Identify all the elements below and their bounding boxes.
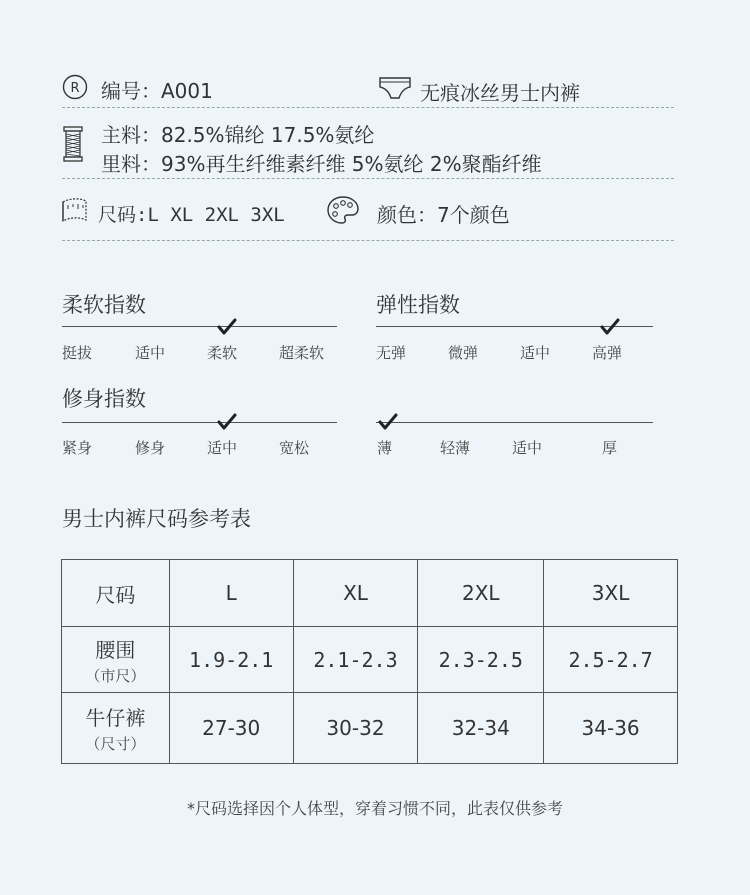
main-fabric: 主料：82.5%锦纶 17.5%氨纶 bbox=[101, 123, 375, 147]
sizes-info: 尺码:L XL 2XL 3XL bbox=[98, 204, 285, 226]
table-cell: 2.5-2.7 bbox=[544, 627, 678, 693]
row-label-cell bbox=[62, 627, 170, 693]
row-unit: （市尺） bbox=[85, 666, 146, 685]
table-cell: 34-36 bbox=[544, 693, 678, 764]
scale-title: 弹性指数 bbox=[376, 293, 460, 317]
size-table-title: 男士内裤尺码参考表 bbox=[62, 507, 251, 531]
table-cell: 32-34 bbox=[418, 693, 544, 764]
palette-icon bbox=[327, 195, 359, 229]
scale-label: 适中 bbox=[520, 344, 551, 362]
thread-spool-icon bbox=[63, 126, 83, 166]
table-header-cell: 尺码 bbox=[62, 560, 170, 627]
checkmark-icon bbox=[378, 413, 398, 435]
table-cell: 2.3-2.5 bbox=[418, 627, 544, 693]
scale-title: 柔软指数 bbox=[62, 293, 146, 317]
scale-label: 适中 bbox=[207, 439, 238, 457]
table-header-cell: 2XL bbox=[418, 560, 544, 627]
scale-label: 薄 bbox=[377, 439, 393, 457]
scale-label: 厚 bbox=[602, 439, 618, 457]
size-table bbox=[61, 559, 678, 764]
briefs-icon bbox=[379, 77, 411, 103]
row-unit: （尺寸） bbox=[85, 735, 146, 753]
table-header-row bbox=[62, 560, 678, 627]
scale-label: 高弹 bbox=[592, 344, 623, 362]
colors-info: 颜色：7个颜色 bbox=[377, 203, 510, 227]
table-header-cell: L bbox=[169, 560, 293, 627]
scale-line bbox=[62, 326, 337, 327]
divider bbox=[62, 178, 674, 179]
checkmark-icon bbox=[217, 318, 237, 340]
registered-icon bbox=[62, 74, 88, 104]
scale-label: 修身 bbox=[135, 439, 166, 457]
product-name: 无痕冰丝男士内裤 bbox=[420, 81, 580, 105]
lining-fabric: 里料：93%再生纤维素纤维 5%氨纶 2%聚酯纤维 bbox=[101, 152, 542, 176]
table-cell: 2.1-2.3 bbox=[293, 627, 418, 693]
checkmark-icon bbox=[600, 318, 620, 340]
scale-label: 无弹 bbox=[376, 344, 407, 362]
table-cell: 30-32 bbox=[293, 693, 418, 764]
row-label: 牛仔裤 bbox=[85, 706, 146, 730]
table-cell: 27-30 bbox=[169, 693, 293, 764]
table-header-cell: 3XL bbox=[544, 560, 678, 627]
row-label-cell bbox=[62, 693, 170, 764]
table-row bbox=[62, 693, 678, 764]
table-header-cell: XL bbox=[293, 560, 418, 627]
checkmark-icon bbox=[217, 413, 237, 435]
size-note: *尺码选择因个人体型，穿着习惯不同，此表仅供参考 bbox=[186, 799, 563, 818]
svg-text:R: R bbox=[70, 81, 80, 96]
table-cell: 1.9-2.1 bbox=[169, 627, 293, 693]
scale-label: 适中 bbox=[512, 439, 543, 457]
scale-label: 微弹 bbox=[448, 344, 479, 362]
scale-label: 柔软 bbox=[207, 344, 238, 362]
scale-label: 超柔软 bbox=[279, 344, 325, 362]
scale-title: 修身指数 bbox=[62, 387, 146, 411]
scale-label: 挺拔 bbox=[62, 344, 93, 362]
scale-label: 适中 bbox=[135, 344, 166, 362]
scale-line bbox=[376, 422, 653, 423]
scale-line bbox=[62, 422, 337, 423]
table-row bbox=[62, 627, 678, 693]
scale-label: 紧身 bbox=[62, 439, 93, 457]
measuring-tape-icon bbox=[60, 196, 88, 228]
scale-label: 轻薄 bbox=[440, 439, 471, 457]
product-code: 编号：A001 bbox=[101, 79, 213, 103]
scale-label: 宽松 bbox=[279, 439, 310, 457]
divider bbox=[62, 107, 674, 108]
row-label: 腰围 bbox=[95, 637, 136, 662]
divider bbox=[62, 240, 674, 241]
